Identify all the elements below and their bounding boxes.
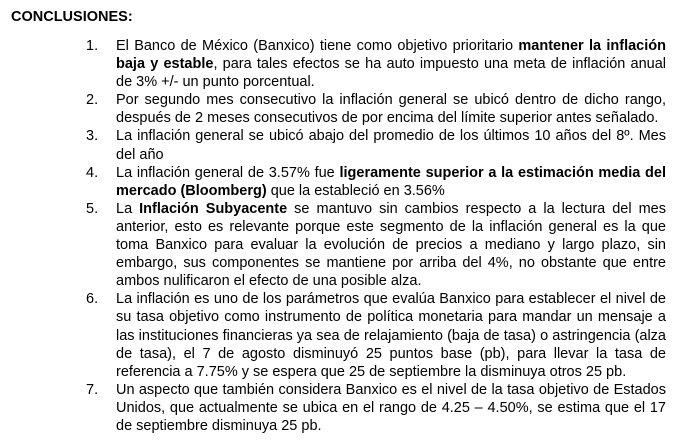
bold-text-segment: Inflación Subyacente [139, 200, 288, 217]
text-segment: se mantuvo sin cambios respecto a la lectura del mes anterior, esto es relevante porque este segmento de la inflación general es la que toma Banxico para evaluar la evolución de precios a mediano y largo plazo, sin embargo, sus componentes se mantiene por arriba del 4%, no obstante que entre ambos nulificaron el efecto de una posible alza. [116, 200, 666, 290]
item-text [116, 382, 666, 434]
item-text [116, 201, 666, 289]
item-number: 7. [86, 381, 99, 398]
item-text [116, 92, 666, 126]
item-number: 4. [86, 164, 99, 181]
conclusion-item [86, 127, 666, 163]
bold-text-segment: mantener la inflación baja y estable [116, 38, 666, 73]
text-segment: La inflación general de 3.57% fue [116, 164, 340, 181]
bold-text-segment: ligeramente superior a la estimación media del mercado (Bloomberg) [116, 164, 666, 199]
text-segment: que la estableció en 3.56% [266, 182, 445, 199]
section-heading: CONCLUSIONES: [11, 9, 133, 25]
item-number: 5. [86, 200, 99, 217]
text-segment: La inflación es uno de los parámetros que evalúa Banxico para establecer el nivel de su tasa objetivo como instrumento de política monetaria para mandar un mensaje a las instituciones financieras ya sea de relajamiento (baja de tasa) o astringencia (alza de tasa), el 7 de agosto disminuyó 25 puntos base (pb), para llevar la tasa de referencia a 7.75% y se espera que 25 de septiembre la disminuya otros 25 pb. [116, 291, 666, 380]
conclusion-item [86, 290, 666, 380]
item-text [116, 38, 666, 90]
conclusion-item [86, 200, 666, 290]
text-segment: Por segundo mes consecutivo la inflación general se ubicó dentro de dicho rango, después de 2 meses consecutivos de por encima del límite superior antes señalado. [116, 92, 666, 127]
item-text [116, 291, 666, 379]
conclusions-list [86, 37, 666, 435]
conclusion-item [86, 164, 666, 200]
text-segment: Un aspecto que también considera Banxico es el nivel de la tasa objetivo de Estados Unidos, que actualmente se ubica en el rango de 4.25 – 4.50%, se estima que el 17 de septiembre disminuya 25 pb. [116, 381, 666, 434]
text-segment: La inflación general se ubicó abajo del promedio de los últimos 10 años del 8º. Mes del año [116, 128, 666, 163]
item-number: 2. [86, 92, 99, 109]
text-segment: El Banco de México (Banxico) tiene como objetivo prioritario [116, 38, 519, 54]
conclusion-item [86, 91, 666, 127]
item-text [116, 128, 666, 162]
item-number: 3. [86, 128, 99, 145]
item-number: 1. [86, 38, 99, 54]
item-text [116, 165, 666, 199]
item-number: 6. [86, 291, 99, 308]
text-segment: , para tales efectos se ha auto impuesto una meta de inflación anual de 3% +/- un punto porcentual. [116, 56, 666, 91]
conclusion-item [86, 381, 666, 435]
conclusion-item [86, 37, 666, 91]
text-segment: La [116, 200, 140, 217]
